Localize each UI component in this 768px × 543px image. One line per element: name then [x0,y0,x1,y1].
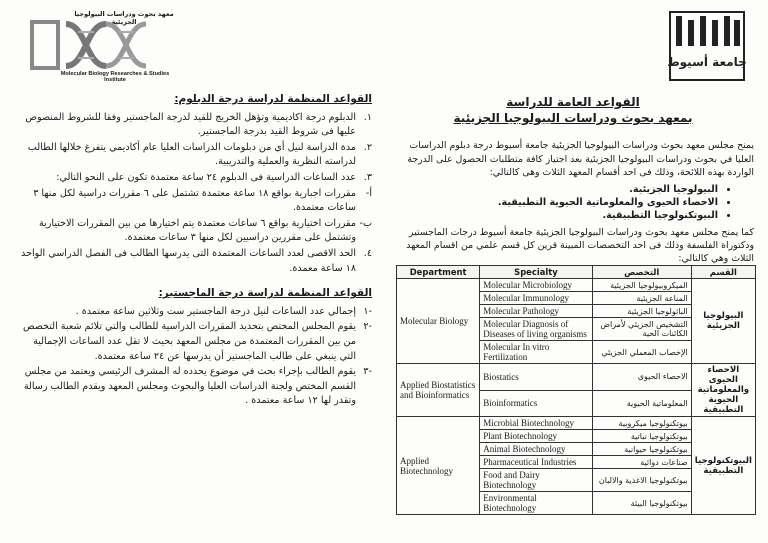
qism-cell: البيولوجيا الجزيئية [691,279,755,364]
rule-text: إجمالي عدد الساعات لنيل درجة الماجستير ست وثلاثين ساعة معتمدة . [75,305,356,317]
department-cell: Applied Biostatistics and Bioinformatics [397,364,480,417]
header-specialty: Specialty [480,266,592,279]
specialty-cell: Microbial Biotechnology [480,417,592,430]
specialty-cell: Pharmaceutical Industries [480,456,592,469]
rule-number: -٣ [363,366,372,378]
header-qism: القسم [691,266,755,279]
diploma-rules-title: القواعد المنظمة لدراسة درجة الدبلوم: [174,93,372,105]
rule-text: مدة الدراسة لنيل أي من دبلومات الدراسات العليا عام أكاديمي يتفرغ خلالها الطالب لدراسته النظرية والعملية والتدريبية. [27,141,356,168]
rule-text: الدبلوم درجة اكاديمية وتؤهل الخريج للقيد لدرجة الماجستير وفقا للشروط المنصوص عليها فى شروط القيد بدرجة الماجستير. [25,111,356,138]
rule-number: ٤. [363,247,372,259]
header-department: Department [397,266,480,279]
table-row [397,279,756,292]
department-cell: Molecular Biology [397,279,480,364]
rule-text: يقوم المجلس المختص بتحديد المقررات الدراسية للطالب والتي تلائم شعبة التخصص من بين المقررات المعتمدة من مجلس المعهد بحيث لا تقل عدد الساعات الإجمالية التي ينبغي على طالب الماجستير أن يدرسها عن ٢٤ ساعة معتمدة. [23,321,356,362]
general-title: القواعد العامة للدراسة [506,95,640,109]
table-row [397,364,756,391]
rule-text: عدد الساعات الدراسية فى الدبلوم ٢٤ ساعة معتمدة تكون على النحو التالي: [56,171,356,183]
takhasos-cell: بيوتكنولوجيا ميكروبية [592,417,691,430]
masters-rules-list [14,305,372,409]
takhasos-cell: الباثولوجيا الجزيئية [592,305,691,318]
departments-list [392,183,736,222]
specialty-cell: Environmental Biotechnology [480,492,592,515]
takhasos-cell: بيوتكنولوجيا البيئة [592,492,691,515]
general-rules-column [392,96,754,266]
rule-number: -١ [363,305,372,317]
takhasos-cell: بيوتكنولوجيا الاغذية والالبان [592,469,691,492]
rule-item [14,187,372,216]
general-intro: يمنح مجلس معهد بحوث ودراسات البيولوجيا الجزيئية جامعة أسيوط درجة دبلوم الدراسات العليا في بحوث ودراسات البيولوجيا الجزيئية بعد اجتياز كافة متطلبات الحصول على الدرجة الواردة بهذه اللائحة، وذلك فى احد أقسام المعهد الثلاث وهى كالتالي: [407,140,754,178]
department-item: • البيولوجيا الجزيئية. [392,183,718,196]
takhasos-cell: المناعة الجزيئية [592,292,691,305]
table-row [397,417,756,430]
rule-text: يقوم الطالب بإجراء بحث في موضوع يحدده له المشرف الرئيسي ويعتمد من مجلس القسم المختص ولجنة الدراسات العليا والبحوث ومجلس المعهد ويقدم الطالب رسالة وتقدر لها ١٢ ساعة معتمدة . [23,366,356,407]
rule-number: ٢. [363,141,372,153]
rule-number: ٣. [363,171,372,183]
takhasos-cell: المعلوماتية الحيوية [592,390,691,417]
specialty-cell: Biostatics [480,364,592,391]
specialty-cell: Molecular Immunology [480,292,592,305]
takhasos-cell: بيوتكنولوجيا نباتية [592,430,691,443]
rule-number: ١. [363,111,372,123]
takhasos-cell: التشخيص الجزيئي لأمراض الكائنات الحية [592,318,691,341]
qism-cell: البيوتكنولوجيا التطبيقية [691,417,755,515]
takhasos-cell: الإخصاب المعملي الجزيئي [592,341,691,364]
department-item: • البيوتكنولوجيا التطبيقية. [392,209,718,222]
department-cell: Applied Biotechnology [397,417,480,515]
rule-item [14,111,372,140]
general-outro: كما يمنح مجلس معهد بحوث ودراسات البيولوجيا الجزيئية جامعة أسيوط درجات الماجستير ودكتوراة الفلسفة وذلك فى احد التخصصات المبينة قرين كل قسم علمي من اقسام المعهد الثلاث وهي كالتالي: [406,227,754,265]
diploma-rules-list [14,111,372,277]
institute-name-en: Molecular Biology Researches & Studies Institute [60,71,170,83]
rule-text: مقررات اختيارية بواقع ٦ ساعات معتمدة يتم اختيارها من بين المقررات الاختيارية وتشتمل على مقررين دراسيين لكل منها ٣ ساعات معتمدة. [38,217,356,244]
rule-item [14,365,372,409]
takhasos-cell: بيوتكنولوجيا حيوانية [592,443,691,456]
university-logo [666,10,748,82]
specialty-cell: Molecular Pathology [480,305,592,318]
rule-item [14,247,372,276]
rules-column [14,92,372,410]
specialty-cell: Molecular Diagnosis of Diseases of living organisms [480,318,592,341]
takhasos-cell: الميكروبيولوجيا الجزيئية [592,279,691,292]
rule-number: أ- [365,187,372,199]
takhasos-cell: الاحصاء الحيوى [592,364,691,391]
table-body [397,279,756,515]
specialty-cell: Animal Biotechnology [480,443,592,456]
specialty-cell: Plant Biotechnology [480,430,592,443]
institute-name-ar: معهد بحوث ودراسات البيولوجيا الجزيئية [74,10,174,26]
rule-item [14,305,372,320]
rule-number: -٢ [363,321,372,333]
header-takhasos: التخصص [592,266,691,279]
rule-text: مقررات اجبارية بواقع ١٨ ساعة معتمدة تشتمل على ٦ مقررات دراسية لكل منها ٣ ساعات معتمدة. [33,187,356,214]
general-subtitle: بمعهد بحوث ودراسات البيولوجيا الجزيئية [453,111,693,126]
rule-text: الحد الاقصى لعدد الساعات المعتمدة التى يدرسها الطالب فى الفصل الدراسي الواحد ١٨ ساعة معمدة. [21,247,356,274]
specialty-cell: Food and Dairy Biotechnology [480,469,592,492]
takhasos-cell: صناعات دوائية [592,456,691,469]
rule-item [14,141,372,170]
university-logo-text: جامعة أسيوط [667,55,747,69]
rule-number: ب- [359,217,372,229]
specialties-table [396,265,756,515]
rule-item [14,217,372,246]
rule-item [14,171,372,186]
masters-rules-title: القواعد المنظمة لدراسة درجة الماجستير: [158,287,372,300]
table-header-row [397,266,756,279]
qism-cell: الاحصاء الحيوى والمعلوماتية الحيوية التطبيقية [691,364,755,417]
specialty-cell: Bioinformatics [480,390,592,417]
rule-item [14,320,372,364]
specialty-cell: Molecular Microbiology [480,279,592,292]
specialty-cell: Molecular In vitro Fertilization [480,341,592,364]
department-item: • الاحصاء الحيوى والمعلوماتية الحيوية التطبيقية. [392,196,718,209]
